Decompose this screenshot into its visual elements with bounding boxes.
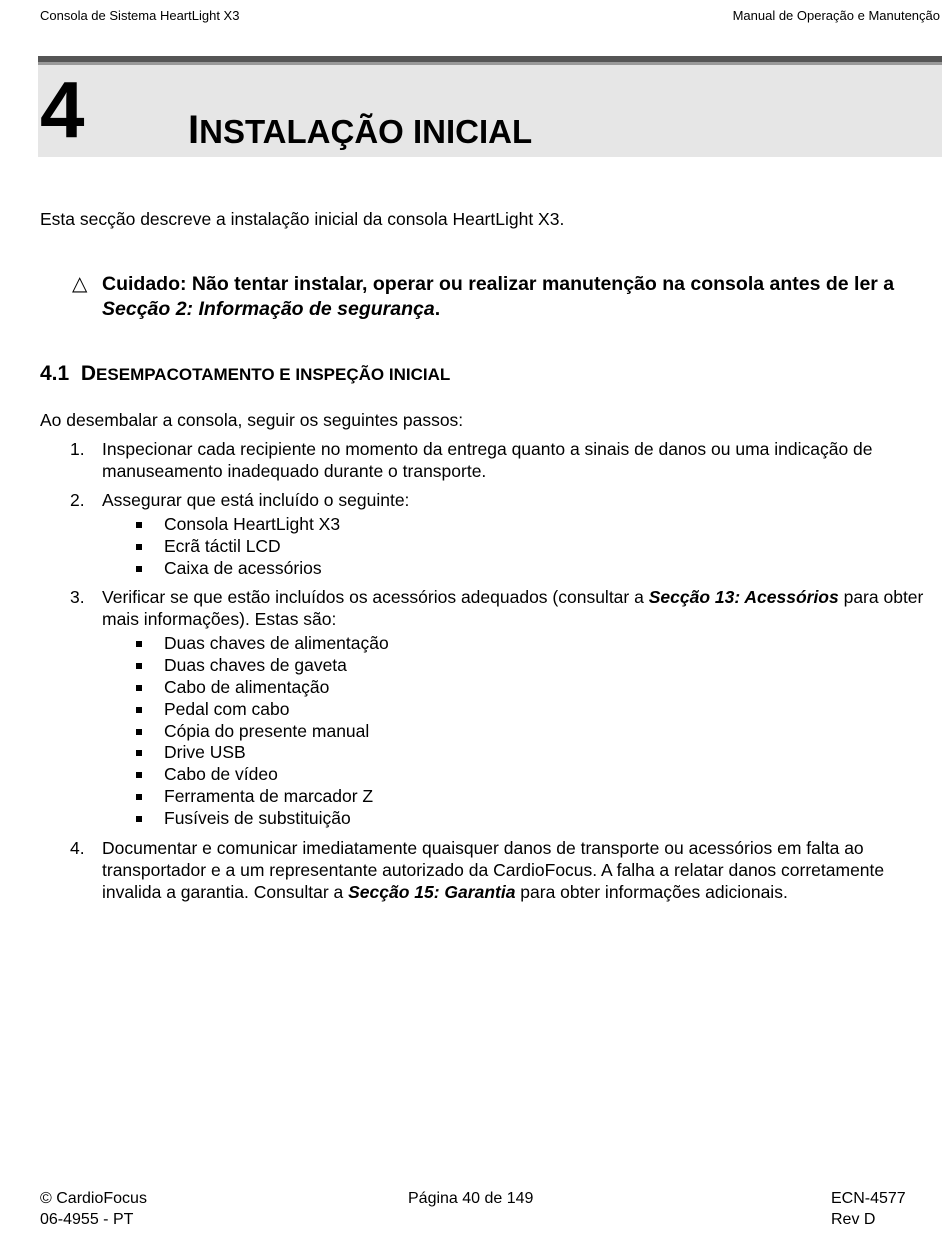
step-number: 1. xyxy=(70,439,85,459)
step-text: Assegurar que está incluído o seguinte: xyxy=(102,490,410,510)
intro-paragraph: Esta secção descreve a instalação inicial da consola HeartLight X3. xyxy=(40,209,565,229)
list-item: Duas chaves de gaveta xyxy=(102,655,942,677)
footer-revision: Rev D xyxy=(831,1211,876,1228)
section-number: 4.1 xyxy=(40,362,70,385)
list-item: Caixa de acessórios xyxy=(102,558,942,580)
caution-text-after: . xyxy=(434,298,441,320)
step-text xyxy=(102,586,942,630)
caution-reference-link[interactable]: Secção 2: Informação de segurança xyxy=(102,298,435,320)
list-item: Cabo de alimentação xyxy=(102,677,942,699)
footer-ecn: ECN-4577 xyxy=(831,1190,906,1207)
steps-list xyxy=(40,438,942,910)
step-number: 2. xyxy=(70,490,85,510)
section-title-rest: ESEMPACOTAMENTO E INSPEÇÃO INICIAL xyxy=(96,365,451,384)
footer-doc-number: 06-4955 - PT xyxy=(40,1211,134,1228)
footer-right xyxy=(831,1188,906,1230)
step-text: Inspecionar cada recipiente no momento da entrega quanto a sinais de danos ou uma indicação de manuseamento inadequado durante o transporte. xyxy=(102,439,873,481)
step-number: 3. xyxy=(70,587,85,608)
list-item: Consola HeartLight X3 xyxy=(102,514,942,536)
section-title-initial: D xyxy=(80,362,97,385)
caution-text-before: Cuidado: Não tentar instalar, operar ou realizar manutenção na consola antes de ler a xyxy=(102,273,895,295)
list-item: Ferramenta de marcador Z xyxy=(102,786,942,808)
header-left-title: Consola de Sistema HeartLight X3 xyxy=(40,8,240,23)
step-text-before: Verificar se que estão incluídos os acessórios adequados (consultar a xyxy=(102,587,649,608)
footer-page-number: Página 40 de 149 xyxy=(408,1190,534,1207)
step-text xyxy=(102,837,942,903)
list-item: Duas chaves de alimentação xyxy=(102,633,942,655)
list-item: Ecrã táctil LCD xyxy=(102,536,942,558)
included-items-list xyxy=(102,514,942,579)
footer-copyright: © CardioFocus xyxy=(40,1190,147,1207)
step-4 xyxy=(40,837,942,903)
section-lead: Ao desembalar a consola, seguir os seguintes passos: xyxy=(40,410,464,430)
step-text-after: para obter mais informações). Estas são: xyxy=(102,587,924,630)
chapter-title-rest: NSTALAÇÃO INICIAL xyxy=(199,113,533,150)
list-item: Cópia do presente manual xyxy=(102,721,942,743)
chapter-title xyxy=(188,108,532,152)
list-item: Pedal com cabo xyxy=(102,699,942,721)
chapter-number: 4 xyxy=(40,65,85,154)
list-item: Drive USB xyxy=(102,742,942,764)
list-item: Cabo de vídeo xyxy=(102,764,942,786)
caution-text xyxy=(102,272,942,322)
step-2 xyxy=(40,489,942,579)
step-text-before: Documentar e comunicar imediatamente quaisquer danos de transporte ou acessórios em falta ao transportador e a um representante autorizado da CardioFocus. A falha a relatar danos corretamente invalida a garantia. Consultar a xyxy=(102,837,885,902)
step-text-after: para obter informações adicionais. xyxy=(515,881,788,902)
footer-left xyxy=(40,1188,147,1230)
list-item: Fusíveis de substituição xyxy=(102,808,942,830)
accessories-section-reference-link[interactable]: Secção 13: Acessórios xyxy=(648,587,839,608)
chapter-title-initial: I xyxy=(188,108,200,152)
caution-triangle-icon: △ xyxy=(72,273,88,295)
header-right-title: Manual de Operação e Manutenção xyxy=(732,8,940,23)
step-number: 4. xyxy=(70,837,85,858)
step-3 xyxy=(40,586,942,829)
accessories-list xyxy=(102,633,942,829)
warranty-section-reference-link[interactable]: Secção 15: Garantia xyxy=(348,881,516,902)
caution-notice xyxy=(72,272,942,322)
step-1 xyxy=(40,438,942,482)
section-heading xyxy=(40,362,450,386)
